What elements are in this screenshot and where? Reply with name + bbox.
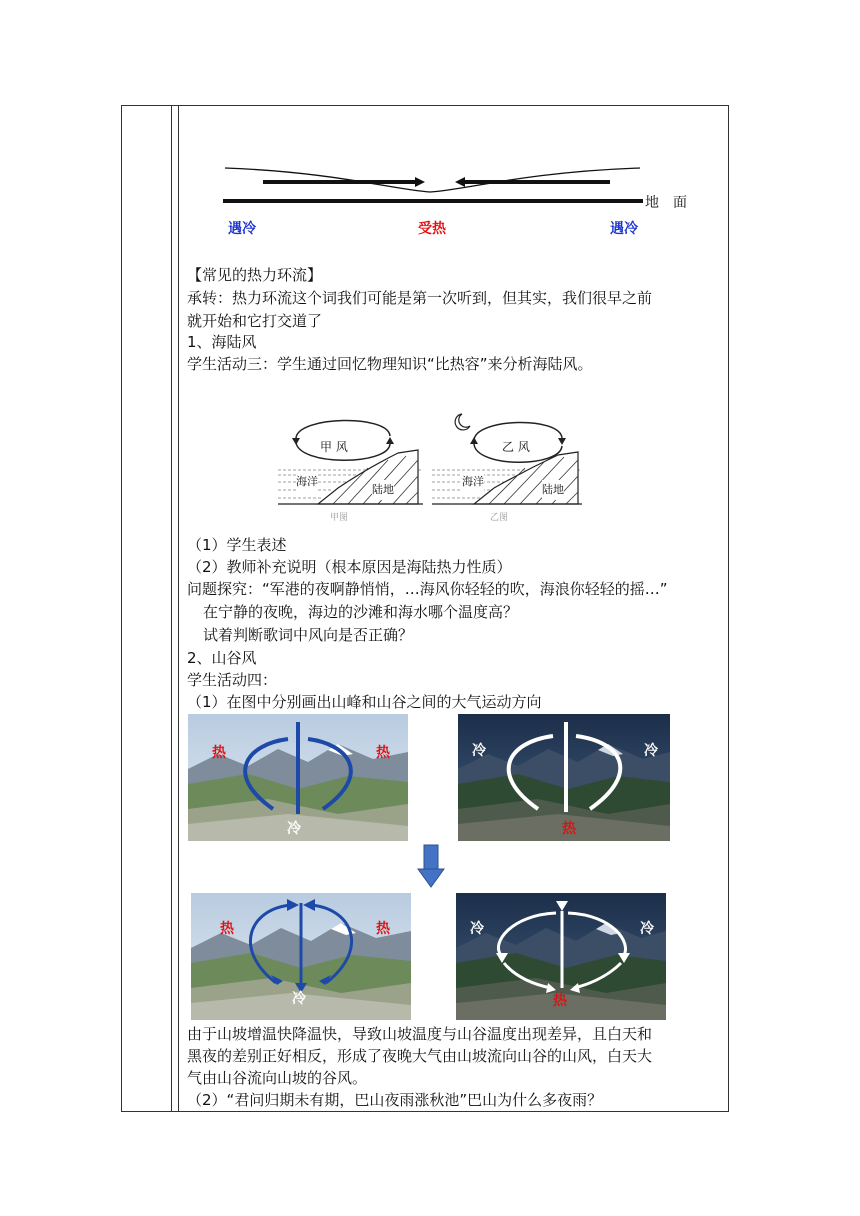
cold-label-night1-left: 冷 xyxy=(472,743,486,759)
task-2: （2）“君问归期未有期，巴山夜雨涨秋池”巴山为什么多夜雨？ xyxy=(187,1091,603,1109)
transition-line-1: 承转：热力环流这个词我们可能是第一次听到，但其实，我们很早之前 xyxy=(187,289,653,307)
cold-label-night2-right: 冷 xyxy=(640,921,654,937)
hot-label-night1: 热 xyxy=(562,821,576,837)
hot-label-day1-left: 热 xyxy=(212,745,226,761)
subsection-sea-land: 1、海陆风 xyxy=(187,333,257,351)
sea-label-left: 海洋 xyxy=(296,472,318,492)
sea-land-diagram-left xyxy=(278,408,423,523)
subsection-valley: 2、山谷风 xyxy=(187,649,257,667)
wind-label-yi: 乙 风 xyxy=(500,437,532,457)
task-1: （1）在图中分别画出山峰和山谷之间的大气运动方向 xyxy=(187,693,542,711)
hot-label-day2-right: 热 xyxy=(376,921,390,937)
cold-label-day2: 冷 xyxy=(292,991,306,1007)
wind-label-jia: 甲 风 xyxy=(318,437,350,457)
question-1: 在宁静的夜晚，海边的沙滩和海水哪个温度高？ xyxy=(203,603,519,621)
ground-label: 地 面 xyxy=(645,195,687,211)
question-2: 试着判断歌词中风向是否正确？ xyxy=(203,626,414,644)
item-1: （1）学生表述 xyxy=(187,536,287,554)
section-heading: 【常见的热力环流】 xyxy=(187,266,323,284)
table-column-2 xyxy=(172,105,179,1112)
question-line: 问题探究：“军港的夜啊静悄悄，…海风你轻轻的吹，海浪你轻轻的摇…” xyxy=(187,580,668,598)
land-label-left: 陆地 xyxy=(372,480,394,500)
transition-line-2: 就开始和它打交道了 xyxy=(187,312,323,330)
caption-left: 甲图 xyxy=(330,513,349,523)
caption-right: 乙图 xyxy=(490,513,509,523)
cold-label-day1: 冷 xyxy=(287,821,301,837)
cold-label-night1-right: 冷 xyxy=(644,743,658,759)
cold-label-right: 遇冷 xyxy=(610,221,638,237)
explain-line-3: 气由山谷流向山坡的谷风。 xyxy=(187,1069,368,1087)
sea-label-right: 海洋 xyxy=(462,472,484,492)
down-arrow-icon xyxy=(416,843,446,889)
circulation-diagram xyxy=(215,160,655,210)
table-column-1 xyxy=(121,105,172,1112)
hot-label-center: 受热 xyxy=(418,221,446,237)
cold-label-night2-left: 冷 xyxy=(470,921,484,937)
land-label-right: 陆地 xyxy=(542,480,564,500)
hot-label-day2-left: 热 xyxy=(220,921,234,937)
cold-label-left: 遇冷 xyxy=(228,221,256,237)
sea-land-diagram-right xyxy=(432,408,582,523)
activity-4: 学生活动四： xyxy=(187,671,278,689)
item-2: （2）教师补充说明（根本原因是海陆热力性质） xyxy=(187,558,512,576)
hot-label-day1-right: 热 xyxy=(376,745,390,761)
activity-3: 学生活动三：学生通过回忆物理知识“比热容”来分析海陆风。 xyxy=(187,355,593,373)
explain-line-2: 黑夜的差别正好相反，形成了夜晚大气由山坡流向山谷的山风，白天大 xyxy=(187,1047,653,1065)
explain-line-1: 由于山坡增温快降温快，导致山坡温度与山谷温度出现差异，且白天和 xyxy=(187,1025,653,1043)
hot-label-night2: 热 xyxy=(553,993,567,1009)
